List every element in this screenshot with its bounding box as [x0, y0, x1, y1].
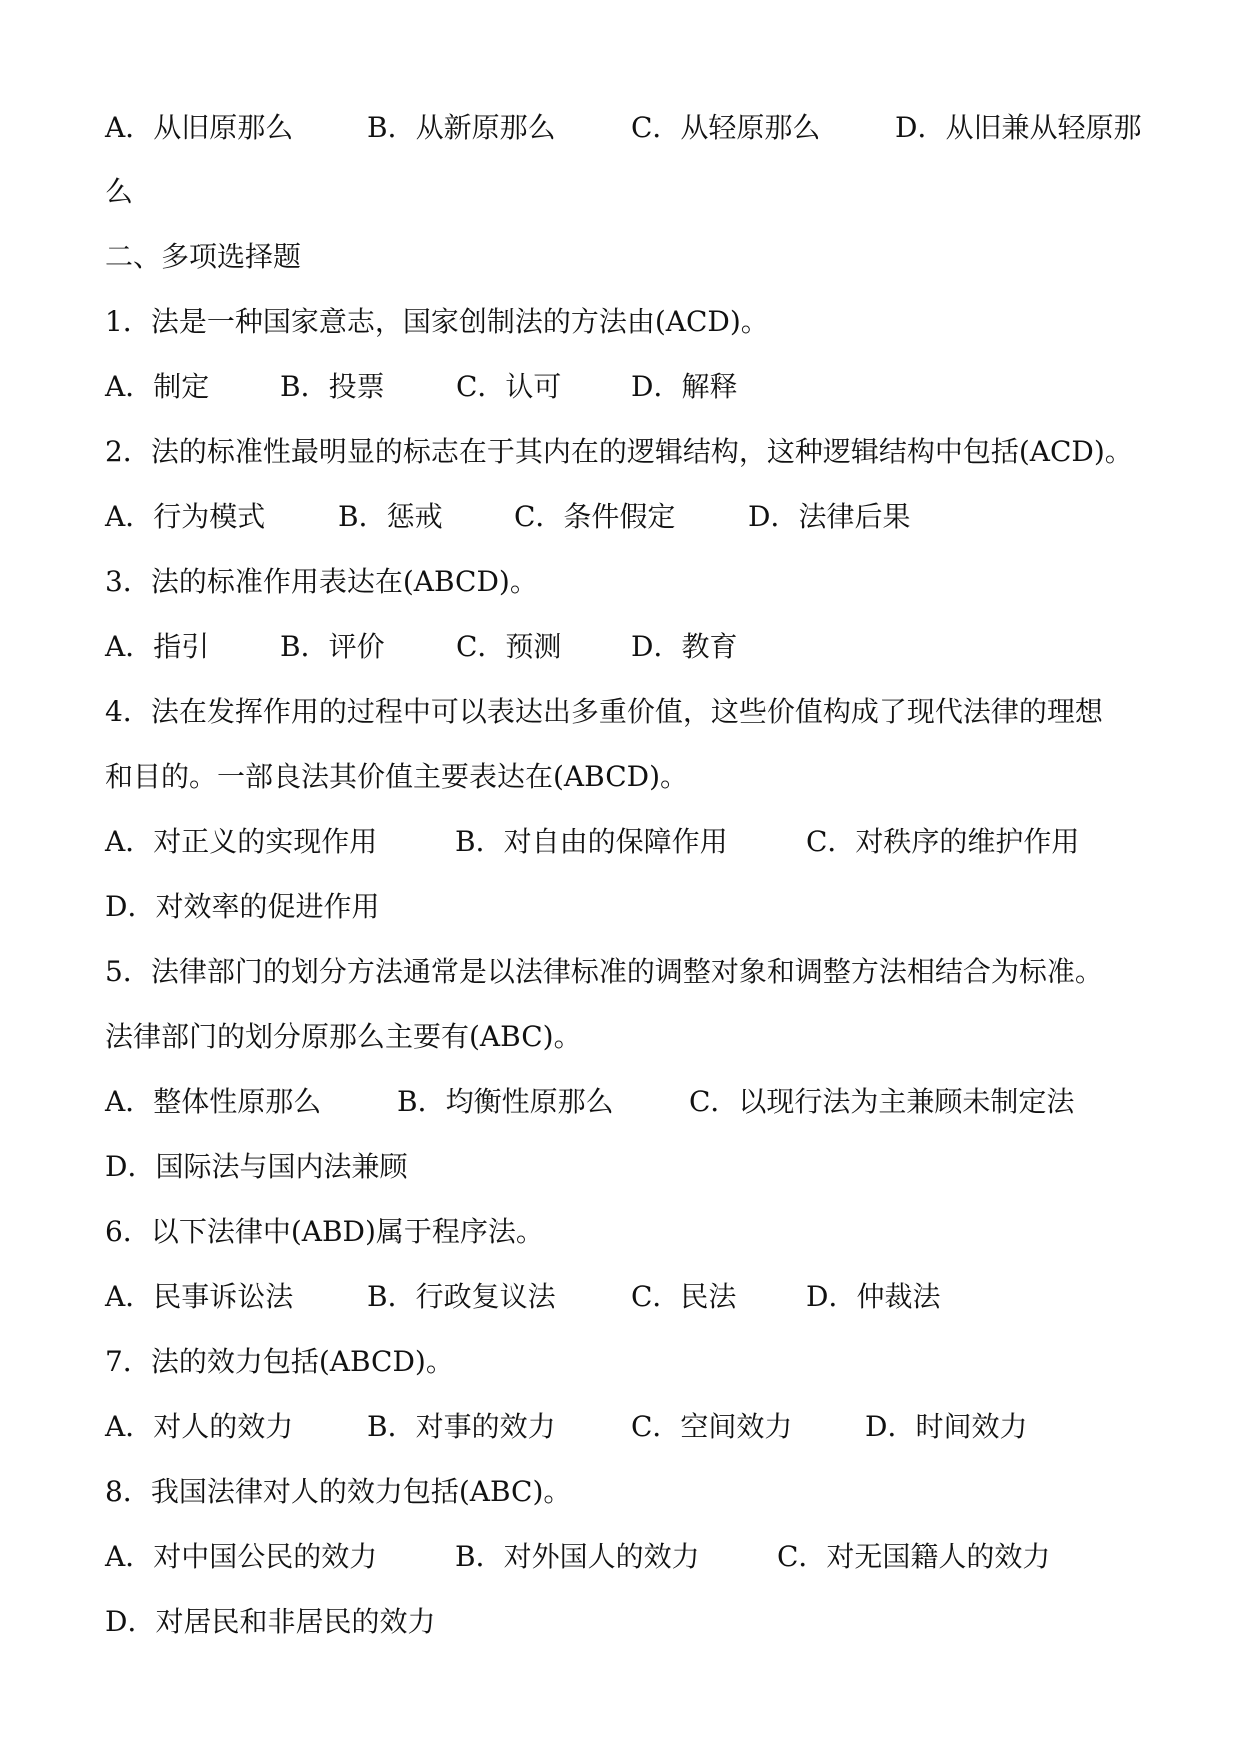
- option-b: B．从新原那么: [367, 111, 556, 144]
- question-5-option-d: D．国际法与国内法兼顾: [105, 1150, 408, 1183]
- prev-option-d-continued: 么: [105, 175, 134, 208]
- option-b: B．均衡性原那么: [397, 1085, 614, 1118]
- option-d: D．教育: [631, 630, 738, 663]
- option-b: B．评价: [280, 630, 385, 663]
- option-b: B．对外国人的效力: [455, 1540, 700, 1573]
- option-c: C．民法: [631, 1280, 737, 1313]
- question-5-stem-continued: 法律部门的划分原那么主要有(ABC)。: [105, 1020, 582, 1053]
- option-c: C．空间效力: [631, 1410, 793, 1443]
- option-a: A．制定: [105, 370, 210, 403]
- option-c: C．以现行法为主兼顾未制定法: [689, 1085, 1075, 1118]
- question-8-option-d: D．对居民和非居民的效力: [105, 1605, 436, 1638]
- option-c: C．认可: [456, 370, 562, 403]
- option-d: D．法律后果: [748, 500, 911, 533]
- option-c: C．条件假定: [514, 500, 676, 533]
- option-a: A．行为模式: [105, 500, 266, 533]
- option-b: B．惩戒: [338, 500, 443, 533]
- option-d: D．时间效力: [865, 1410, 1028, 1443]
- option-a: A．对人的效力: [105, 1410, 294, 1443]
- section-heading: 二、多项选择题: [105, 240, 302, 273]
- question-4-stem-continued: 和目的。一部良法其价值主要表达在(ABCD)。: [105, 760, 689, 793]
- question-5-stem: 5．法律部门的划分方法通常是以法律标准的调整对象和调整方法相结合为标准。: [105, 955, 1103, 988]
- question-1-stem: 1．法是一种国家意志，国家创制法的方法由(ACD)。: [105, 305, 769, 338]
- option-d: D．解释: [631, 370, 738, 403]
- question-7-stem: 7．法的效力包括(ABCD)。: [105, 1345, 454, 1378]
- option-b: B．对事的效力: [367, 1410, 556, 1443]
- option-c: C．从轻原那么: [631, 111, 821, 144]
- question-2-stem: 2．法的标准性最明显的标志在于其内在的逻辑结构，这种逻辑结构中包括(ACD)。: [105, 435, 1133, 468]
- question-4-option-d: D．对效率的促进作用: [105, 890, 380, 923]
- option-a: A．民事诉讼法: [105, 1280, 294, 1313]
- option-c: C．预测: [456, 630, 562, 663]
- option-d: D．仲裁法: [806, 1280, 941, 1313]
- option-b: B．投票: [280, 370, 385, 403]
- option-a: A．对正义的实现作用: [105, 825, 378, 858]
- option-a: A．对中国公民的效力: [105, 1540, 378, 1573]
- option-c: C．对秩序的维护作用: [806, 825, 1080, 858]
- option-c: C．对无国籍人的效力: [777, 1540, 1051, 1573]
- question-4-stem: 4．法在发挥作用的过程中可以表达出多重价值，这些价值构成了现代法律的理想: [105, 695, 1103, 728]
- option-a: A．整体性原那么: [105, 1085, 322, 1118]
- option-d: D．从旧兼从轻原那: [895, 111, 1142, 144]
- option-a: A．指引: [105, 630, 210, 663]
- option-a: A．从旧原那么: [105, 111, 294, 144]
- question-8-stem: 8．我国法律对人的效力包括(ABC)。: [105, 1475, 572, 1508]
- option-b: B．行政复议法: [367, 1280, 556, 1313]
- question-6-stem: 6．以下法律中(ABD)属于程序法。: [105, 1215, 544, 1248]
- question-3-stem: 3．法的标准作用表达在(ABCD)。: [105, 565, 538, 598]
- option-b: B．对自由的保障作用: [455, 825, 728, 858]
